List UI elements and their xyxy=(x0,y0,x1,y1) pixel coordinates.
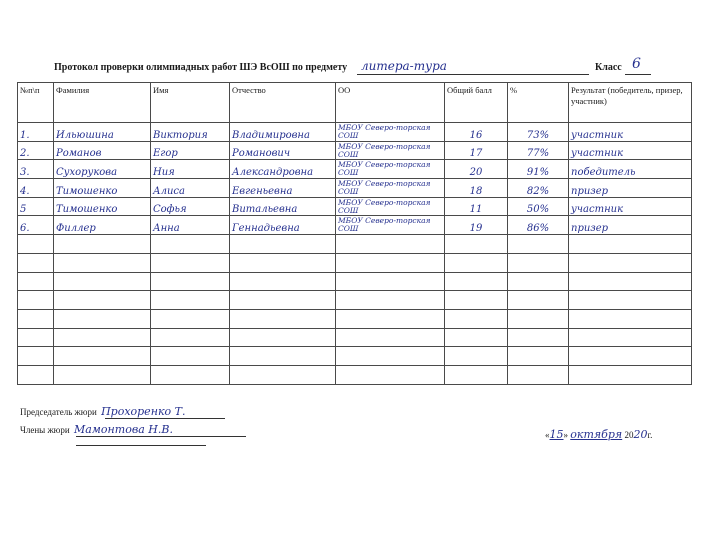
empty-cell xyxy=(54,347,151,366)
empty-cell xyxy=(18,365,54,384)
empty-cell xyxy=(445,365,508,384)
empty-cell xyxy=(18,272,54,291)
percent-cell: 50% xyxy=(508,197,569,216)
patronymic-cell: Александровна xyxy=(230,160,336,179)
score-cell: 17 xyxy=(445,141,508,160)
chair-signature-line xyxy=(105,418,225,419)
empty-cell xyxy=(151,272,230,291)
surname-cell: Филлер xyxy=(54,216,151,235)
surname-cell: Романов xyxy=(54,141,151,160)
date-year-suffix: 20 xyxy=(633,428,648,441)
empty-cell xyxy=(230,291,336,310)
members-signature-line xyxy=(76,436,246,437)
percent-cell: 73% xyxy=(508,123,569,142)
empty-cell xyxy=(230,309,336,328)
column-header: №п\п xyxy=(18,83,54,123)
jury-members xyxy=(20,423,173,436)
percent-cell: 82% xyxy=(508,179,569,198)
empty-cell xyxy=(569,309,692,328)
result-cell: участник xyxy=(569,197,692,216)
empty-cell xyxy=(569,347,692,366)
empty-cell xyxy=(336,272,445,291)
date-quote-close: » xyxy=(563,430,568,440)
empty-cell xyxy=(230,347,336,366)
surname-cell: Тимошенко xyxy=(54,197,151,216)
patronymic-cell: Витальевна xyxy=(230,197,336,216)
table-row xyxy=(18,141,692,160)
empty-cell xyxy=(151,235,230,254)
table-row xyxy=(18,197,692,216)
empty-cell xyxy=(336,347,445,366)
empty-cell xyxy=(569,291,692,310)
name-cell: Егор xyxy=(151,141,230,160)
empty-cell xyxy=(336,253,445,272)
empty-cell xyxy=(336,309,445,328)
empty-cell xyxy=(569,253,692,272)
grade-value: 6 xyxy=(632,56,641,72)
empty-cell xyxy=(230,365,336,384)
empty-cell xyxy=(445,347,508,366)
result-cell: призер xyxy=(569,216,692,235)
column-header: % xyxy=(508,83,569,123)
empty-cell xyxy=(18,328,54,347)
result-cell: участник xyxy=(569,123,692,142)
empty-cell xyxy=(508,272,569,291)
column-header: Результат (победитель, призер, участник) xyxy=(569,83,692,123)
column-header: Отчество xyxy=(230,83,336,123)
school-cell: МБОУ Северо-торская СОШ xyxy=(336,179,445,198)
percent-cell: 91% xyxy=(508,160,569,179)
empty-table-row xyxy=(18,347,692,366)
grade-label: Класс xyxy=(595,62,622,73)
patronymic-cell: Владимировна xyxy=(230,123,336,142)
empty-cell xyxy=(508,309,569,328)
empty-cell xyxy=(54,365,151,384)
empty-cell xyxy=(508,235,569,254)
empty-cell xyxy=(230,328,336,347)
date-month: октября xyxy=(570,428,623,441)
empty-table-row xyxy=(18,235,692,254)
empty-cell xyxy=(151,291,230,310)
subject-underline xyxy=(357,74,589,75)
result-cell: участник xyxy=(569,141,692,160)
chair-signature: Прохоренко Т. xyxy=(101,405,186,418)
surname-cell: Сухорукова xyxy=(54,160,151,179)
empty-table-row xyxy=(18,309,692,328)
members-signature-line-2 xyxy=(76,445,206,446)
row-number: 2. xyxy=(18,141,54,160)
empty-table-row xyxy=(18,253,692,272)
empty-cell xyxy=(230,235,336,254)
empty-cell xyxy=(230,272,336,291)
empty-cell xyxy=(508,291,569,310)
column-header: Имя xyxy=(151,83,230,123)
school-cell: МБОУ Северо-торская СОШ xyxy=(336,216,445,235)
empty-cell xyxy=(18,253,54,272)
results-table xyxy=(17,82,692,385)
table-row xyxy=(18,216,692,235)
date-year-prefix: 20 xyxy=(624,430,634,440)
empty-cell xyxy=(569,365,692,384)
empty-table-row xyxy=(18,328,692,347)
empty-cell xyxy=(445,235,508,254)
empty-cell xyxy=(151,365,230,384)
date-day: 15 xyxy=(549,428,564,441)
empty-cell xyxy=(18,309,54,328)
patronymic-cell: Романович xyxy=(230,141,336,160)
table-header-row xyxy=(18,83,692,123)
row-number: 5 xyxy=(18,197,54,216)
name-cell: Анна xyxy=(151,216,230,235)
empty-cell xyxy=(54,253,151,272)
chair-label: Председатель жюри xyxy=(20,407,97,417)
date-suffix: г. xyxy=(647,430,653,440)
school-cell: МБОУ Северо-торская СОШ xyxy=(336,123,445,142)
empty-cell xyxy=(569,328,692,347)
result-cell: призер xyxy=(569,179,692,198)
table-row xyxy=(18,160,692,179)
empty-cell xyxy=(508,328,569,347)
percent-cell: 86% xyxy=(508,216,569,235)
empty-cell xyxy=(445,309,508,328)
empty-cell xyxy=(151,328,230,347)
empty-cell xyxy=(445,253,508,272)
school-cell: МБОУ Северо-торская СОШ xyxy=(336,141,445,160)
table-row xyxy=(18,179,692,198)
empty-cell xyxy=(445,291,508,310)
empty-cell xyxy=(18,347,54,366)
empty-cell xyxy=(336,365,445,384)
school-cell: МБОУ Северо-торская СОШ xyxy=(336,197,445,216)
surname-cell: Тимошенко xyxy=(54,179,151,198)
name-cell: Виктория xyxy=(151,123,230,142)
date-quote-open: « xyxy=(545,430,550,440)
empty-cell xyxy=(569,235,692,254)
result-cell: победитель xyxy=(569,160,692,179)
subject-value: литера-тура xyxy=(361,59,447,73)
protocol-date xyxy=(545,428,652,441)
empty-cell xyxy=(54,328,151,347)
empty-cell xyxy=(445,272,508,291)
members-signature: Мамонтова Н.В. xyxy=(73,423,173,436)
empty-cell xyxy=(230,253,336,272)
row-number: 3. xyxy=(18,160,54,179)
protocol-title: Протокол проверки олимпиадных работ ШЭ ВсОШ по предмету xyxy=(54,62,348,73)
row-number: 6. xyxy=(18,216,54,235)
table-row xyxy=(18,123,692,142)
empty-cell xyxy=(151,347,230,366)
empty-cell xyxy=(151,253,230,272)
row-number: 1. xyxy=(18,123,54,142)
empty-cell xyxy=(336,291,445,310)
column-header: ОО xyxy=(336,83,445,123)
empty-cell xyxy=(336,235,445,254)
members-label: Члены жюри xyxy=(20,425,70,435)
name-cell: Софья xyxy=(151,197,230,216)
empty-cell xyxy=(18,291,54,310)
score-cell: 16 xyxy=(445,123,508,142)
empty-cell xyxy=(445,328,508,347)
empty-table-row xyxy=(18,272,692,291)
protocol-header xyxy=(54,56,654,78)
column-header: Общий балл xyxy=(445,83,508,123)
empty-cell xyxy=(54,309,151,328)
surname-cell: Ильюшина xyxy=(54,123,151,142)
empty-table-row xyxy=(18,365,692,384)
empty-cell xyxy=(336,328,445,347)
row-number: 4. xyxy=(18,179,54,198)
score-cell: 19 xyxy=(445,216,508,235)
empty-cell xyxy=(508,365,569,384)
score-cell: 20 xyxy=(445,160,508,179)
column-header: Фамилия xyxy=(54,83,151,123)
grade-underline xyxy=(625,74,651,75)
empty-cell xyxy=(54,291,151,310)
score-cell: 11 xyxy=(445,197,508,216)
percent-cell: 77% xyxy=(508,141,569,160)
school-cell: МБОУ Северо-торская СОШ xyxy=(336,160,445,179)
name-cell: Ния xyxy=(151,160,230,179)
score-cell: 18 xyxy=(445,179,508,198)
empty-cell xyxy=(54,235,151,254)
empty-cell xyxy=(18,235,54,254)
empty-cell xyxy=(569,272,692,291)
empty-cell xyxy=(54,272,151,291)
jury-chair xyxy=(20,405,185,418)
empty-cell xyxy=(151,309,230,328)
name-cell: Алиса xyxy=(151,179,230,198)
empty-cell xyxy=(508,253,569,272)
empty-table-row xyxy=(18,291,692,310)
empty-cell xyxy=(508,347,569,366)
patronymic-cell: Геннадьевна xyxy=(230,216,336,235)
patronymic-cell: Евгеньевна xyxy=(230,179,336,198)
